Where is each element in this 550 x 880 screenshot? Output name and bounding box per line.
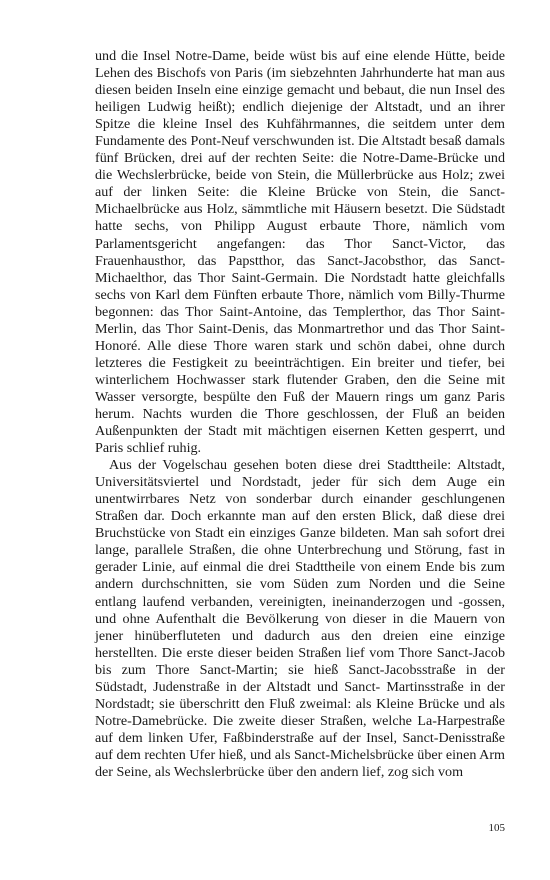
page-number: 105 [488, 822, 505, 834]
body-text [95, 48, 505, 781]
paragraph: Aus der Vogelschau gesehen boten diese drei Stadttheile: Altstadt, Universitätsviertel und Nordstadt, jeder für sich dem Auge ein unentwirrbares Netz von sonderbar durch einander geschlungenen Straßen dar. Doch erkannte man auf den ersten Blick, daß diese drei Bruchstücke von Stadt ein einziges Ganze bildeten. Man sah sofort drei lange, parallele Straßen, die ohne Unterbrechung und Störung, fast in gerader Linie, auf einmal die drei Stadttheile von einem Ende bis zum andern durchschnitten, sie vom Süden zum Norden und die Seine entlang laufend verbanden, vereinigten, ineinanderzogen und -gossen, und ohne Aufenthalt die Bevölkerung von dieser in die Mauern von jener hinüberfluteten und dadurch aus den dreien eine einzige herstellten. Die erste dieser beiden Straßen lief vom Thore Sanct-Jacob bis zum Thore Sanct-Martin; sie hieß Sanct-Jacobsstraße in der Südstadt, Judenstraße in der Altstadt und Sanct- Martinsstraße in der Nordstadt; sie überschritt den Fluß zweimal: als Kleine Brücke und als Notre-Damebrücke. Die zweite dieser Straßen, welche La-Harpestraße auf dem linken Ufer, Faßbinderstraße auf der Insel, Sanct-Denisstraße auf dem rechten Ufer hieß, und als Sanct-Michelsbrücke über einen Arm der Seine, als Wechslerbrücke über den andern lief, zog sich vom [95, 457, 505, 780]
paragraph: und die Insel Notre-Dame, beide wüst bis auf eine elende Hütte, beide Lehen des Bischofs von Paris (im siebzehnten Jahrhunderte hat man aus diesen beiden Inseln eine einzige gemacht und bebaut, die nun Insel des heiligen Ludwig heißt); endlich diejenige der Altstadt, und an ihrer Spitze die kleine Insel des Kuhfährmannes, die seitdem unter dem Fundamente des Pont-Neuf verschwunden ist. Die Altstadt besaß damals fünf Brücken, drei auf der rechten Seite: die Notre-Dame-Brücke und die Wechslerbrücke, beide von Stein, die Müllerbrücke aus Holz; zwei auf der linken Seite: die Kleine Brücke von Stein, die Sanct-Michaelbrücke aus Holz, sämmtliche mit Häusern besetzt. Die Südstadt hatte sechs, von Philipp August erbaute Thore, nämlich vom Parlamentsgericht angefangen: das Thor Sanct-Victor, das Frauenhausthor, das Papstthor, das Sanct-Jacobsthor, das Sanct-Michaelthor, das Thor Saint-Germain. Die Nordstadt hatte gleichfalls sechs von Karl dem Fünften erbaute Thore, nämlich vom Billy-Thurme begonnen: das Thor Saint-Antoine, das Templerthor, das Thor Saint-Merlin, das Thor Saint-Denis, das Monmartrethor und das Thor Saint-Honoré. Alle diese Thore waren stark und schön dabei, ohne durch letzteres die Festigkeit zu beeinträchtigen. Ein breiter und tiefer, bei winterlichem Hochwasser stark flutender Graben, den die Seine mit Wasser versorgte, bespülte den Fuß der Mauern rings um ganz Paris herum. Nachts wurden die Thore geschlossen, der Fluß an beiden Außenpunkten der Stadt mit mächtigen eisernen Ketten gesperrt, und Paris schlief ruhig. [95, 48, 505, 457]
